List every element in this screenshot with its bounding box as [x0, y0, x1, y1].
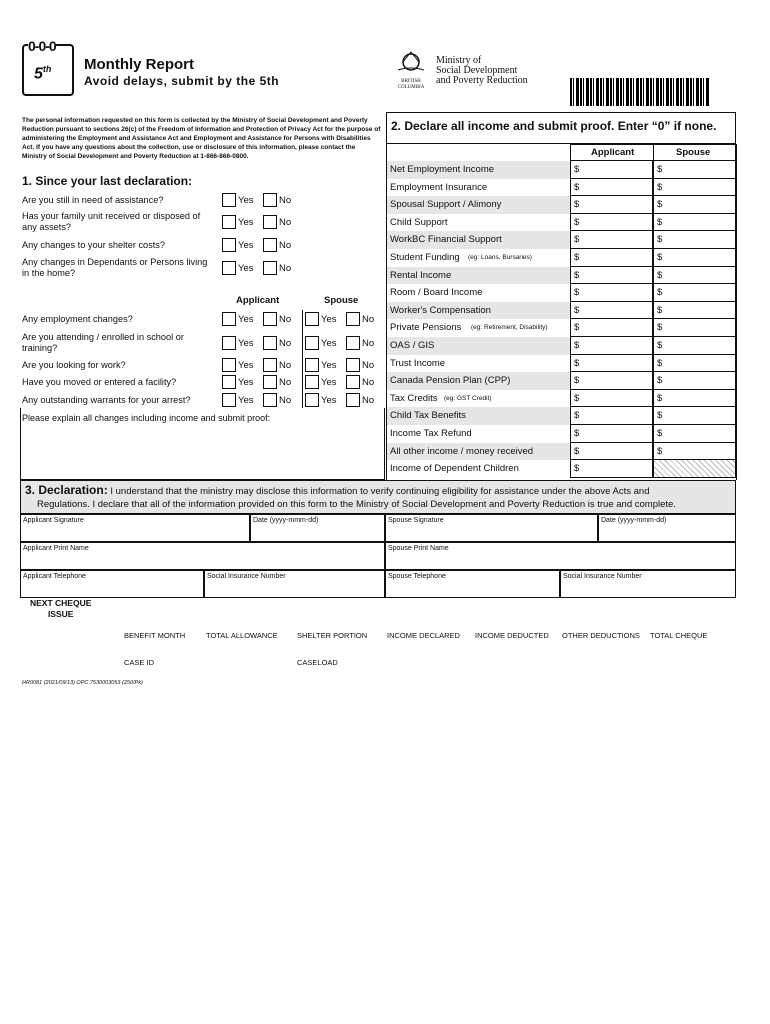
dollar-sign: $ — [574, 216, 580, 228]
income-row — [386, 443, 570, 461]
income-label: WorkBC Financial Support — [390, 234, 502, 246]
yes-label: Yes — [321, 360, 337, 371]
col-total-cheque: TOTAL CHEQUE — [650, 631, 708, 640]
income-row — [386, 161, 570, 179]
applicant-amount-field[interactable] — [570, 337, 653, 355]
income-row — [386, 196, 570, 214]
col-other-deductions: OTHER DEDUCTIONS — [562, 631, 640, 640]
income-note: (eg: Loans, Bursaries) — [468, 254, 532, 261]
applicant-header: Applicant — [591, 147, 635, 158]
applicant-telephone-field[interactable]: Applicant Telephone — [20, 570, 204, 598]
applicant-amount-field[interactable] — [570, 214, 653, 232]
declaration-text-1: I understand that the ministry may disclose this information to verify continuing eligibility for assistance under the above Acts and — [110, 486, 650, 497]
col-benefit-month: BENEFIT MONTH — [124, 631, 186, 640]
col-shelter-portion: SHELTER PORTION — [297, 631, 368, 640]
spouse-print-name-field[interactable]: Spouse Print Name — [385, 542, 736, 570]
divider — [736, 144, 737, 480]
dollar-sign: $ — [574, 181, 580, 193]
applicant-amount-field[interactable] — [570, 319, 653, 337]
spouse-date-field[interactable]: Date (yyyy-mmm-dd) — [598, 514, 736, 542]
q8-applicant-yes-checkbox[interactable] — [222, 375, 236, 389]
dollar-sign: $ — [574, 287, 580, 299]
dollar-sign: $ — [574, 392, 580, 404]
applicant-amount-field[interactable] — [570, 443, 653, 461]
q1-yes-checkbox[interactable] — [222, 193, 236, 207]
applicant-amount-field[interactable] — [570, 390, 653, 408]
spouse-amount-field[interactable] — [653, 407, 736, 425]
yes-label: Yes — [321, 338, 337, 349]
yes-label: Yes — [238, 377, 254, 388]
spouse-sin-field[interactable]: Social Insurance Number — [560, 570, 736, 598]
spouse-amount-field[interactable] — [653, 337, 736, 355]
dollar-sign: $ — [657, 428, 663, 439]
q7-applicant-yes-checkbox[interactable] — [222, 358, 236, 372]
spouse-amount-field[interactable] — [653, 319, 736, 337]
declaration-text-2: Regulations. I declare that all of the information provided on this form to the Ministry of Social Development and Poverty Reduction is true and complete. — [37, 499, 676, 510]
no-label: No — [279, 240, 292, 251]
barcode — [570, 78, 710, 106]
spouse-header: Spouse — [676, 147, 711, 158]
calendar-icon — [22, 38, 74, 96]
income-row — [386, 214, 570, 232]
yes-label: Yes — [321, 395, 337, 406]
spouse-amount-field[interactable] — [653, 425, 736, 443]
income-label: Worker's Compensation — [390, 304, 491, 316]
q9-applicant-yes-checkbox[interactable] — [222, 393, 236, 407]
spouse-amount-field[interactable] — [653, 249, 736, 267]
applicant-amount-field[interactable] — [570, 284, 653, 302]
q7-applicant-no-checkbox[interactable] — [263, 358, 277, 372]
income-row — [386, 179, 570, 197]
spouse-amount-field[interactable] — [653, 390, 736, 408]
no-label: No — [362, 314, 375, 325]
dollar-sign: $ — [657, 234, 663, 246]
income-label: Trust Income — [390, 357, 446, 369]
dollar-sign: $ — [657, 164, 663, 175]
spouse-amount-field[interactable] — [653, 443, 736, 461]
explain-label: Please explain all changes including income and submit proof: — [22, 413, 271, 423]
applicant-amount-field[interactable] — [570, 231, 653, 249]
q-looking-work: Are you looking for work? — [22, 360, 126, 370]
q-warrants: Any outstanding warrants for your arrest? — [22, 395, 191, 405]
dollar-sign: $ — [657, 357, 663, 369]
dollar-sign: $ — [574, 252, 580, 263]
applicant-amount-field[interactable] — [570, 425, 653, 443]
q9-spouse-no-checkbox[interactable] — [346, 393, 360, 407]
dollar-sign: $ — [574, 463, 580, 475]
q6-applicant-no-checkbox[interactable] — [263, 336, 277, 350]
no-label: No — [362, 338, 375, 349]
dollar-sign: $ — [574, 410, 580, 422]
income-row — [386, 302, 570, 320]
dollar-sign: $ — [574, 234, 580, 246]
no-label: No — [362, 395, 375, 406]
dollar-sign: $ — [657, 181, 663, 193]
yes-label: Yes — [238, 195, 254, 206]
yes-label: Yes — [238, 314, 254, 325]
applicant-amount-field[interactable] — [570, 161, 653, 179]
income-label: Income Tax Refund — [390, 428, 472, 439]
dollar-sign: $ — [657, 216, 663, 228]
col-income-deducted: INCOME DEDUCTED — [475, 631, 549, 640]
spouse-amount-field[interactable] — [653, 231, 736, 249]
privacy-notice: The personal information requested on this form is collected by the Ministry of Social Development and Poverty Reduction pursuant to sections 26(c) of the Freedom of Information and Protection of Privacy Act for the purpose of administering the Employment and Assistance Act and Employment and Assistance for Persons with Disabilities Act. If you have any questions about the collection, use or disclosure of this information, please contact the Ministry of Social Development and Poverty Reduction at 1-866-866-0800. — [22, 117, 381, 160]
yes-label: Yes — [321, 314, 337, 325]
q6-applicant-yes-checkbox[interactable] — [222, 336, 236, 350]
q5-applicant-no-checkbox[interactable] — [263, 312, 277, 326]
dollar-sign: $ — [657, 375, 663, 387]
q3-no-checkbox[interactable] — [263, 238, 277, 252]
q8-spouse-yes-checkbox[interactable] — [305, 375, 319, 389]
form-number: HR0081 (2021/09/13) OPC 7530003053 (250/Pk) — [22, 680, 143, 686]
income-row — [386, 284, 570, 302]
col-total-allowance: TOTAL ALLOWANCE — [206, 631, 278, 640]
spouse-signature-field[interactable]: Spouse Signature — [385, 514, 598, 542]
spouse-amount-field[interactable] — [653, 302, 736, 320]
income-label: Canada Pension Plan (CPP) — [390, 375, 511, 387]
dollar-sign: $ — [657, 252, 663, 263]
income-label: Child Support — [390, 216, 448, 228]
dollar-sign: $ — [574, 269, 580, 281]
income-row — [386, 372, 570, 390]
no-label: No — [279, 195, 292, 206]
applicant-amount-field[interactable] — [570, 355, 653, 373]
q2-no-checkbox[interactable] — [263, 215, 277, 229]
applicant-print-name-field[interactable]: Applicant Print Name — [20, 542, 385, 570]
income-row — [386, 390, 570, 408]
q7-spouse-yes-checkbox[interactable] — [305, 358, 319, 372]
applicant-amount-field[interactable] — [570, 372, 653, 390]
q-employment: Any employment changes? — [22, 314, 133, 324]
bc-logo-icon: BRITISH COLUMBIA — [392, 48, 430, 88]
q-moved: Have you moved or entered a facility? — [22, 377, 177, 387]
income-row — [386, 460, 570, 478]
no-label: No — [362, 360, 375, 371]
q5-applicant-yes-checkbox[interactable] — [222, 312, 236, 326]
applicant-amount-field[interactable] — [570, 179, 653, 197]
declaration-box — [20, 480, 736, 514]
q4-no-checkbox[interactable] — [263, 261, 277, 275]
applicant-amount-field[interactable] — [570, 196, 653, 214]
section1-title: 1. Since your last declaration: — [22, 174, 193, 188]
income-label: OAS / GIS — [390, 340, 435, 351]
caseload-label: CASELOAD — [297, 658, 338, 667]
q-dependants: Any changes in Dependants or Persons living in the home? — [22, 257, 208, 278]
dollar-sign: $ — [657, 199, 663, 211]
applicant-amount-field[interactable] — [570, 407, 653, 425]
q5-spouse-no-checkbox[interactable] — [346, 312, 360, 326]
dollar-sign: $ — [657, 410, 663, 422]
col-income-declared: INCOME DECLARED — [387, 631, 460, 640]
income-row — [386, 249, 570, 267]
spouse-amount-field[interactable] — [653, 372, 736, 390]
income-row — [386, 267, 570, 285]
next-cheque-issue: NEXT CHEQUE ISSUE — [30, 598, 92, 619]
dollar-sign: $ — [657, 304, 663, 316]
spouse-amount-field[interactable] — [653, 179, 736, 197]
q6-spouse-no-checkbox[interactable] — [346, 336, 360, 350]
q2-yes-checkbox[interactable] — [222, 215, 236, 229]
q7-spouse-no-checkbox[interactable] — [346, 358, 360, 372]
q6-spouse-yes-checkbox[interactable] — [305, 336, 319, 350]
dollar-sign: $ — [574, 304, 580, 316]
spouse-amount-disabled — [653, 460, 736, 478]
income-label: Spousal Support / Alimony — [390, 199, 502, 211]
spouse-amount-field[interactable] — [653, 214, 736, 232]
income-row — [386, 337, 570, 355]
page-title: Monthly Report — [84, 56, 194, 73]
applicant-amount-field[interactable] — [570, 267, 653, 285]
yes-label: Yes — [238, 360, 254, 371]
no-label: No — [279, 395, 292, 406]
q1-no-checkbox[interactable] — [263, 193, 277, 207]
calendar-rings: 0-0-0 — [28, 38, 56, 54]
no-label: No — [279, 314, 292, 325]
income-note: (eg: Retirement, Disability) — [471, 324, 548, 332]
divider — [302, 310, 303, 408]
no-label: No — [279, 263, 292, 274]
no-label: No — [279, 338, 292, 349]
applicant-date-field[interactable]: Date (yyyy-mmm-dd) — [250, 514, 385, 542]
income-label: Tax Credits — [390, 392, 438, 404]
spouse-amount-field[interactable] — [653, 284, 736, 302]
q8-applicant-no-checkbox[interactable] — [263, 375, 277, 389]
income-label: Private Pensions — [390, 322, 462, 334]
case-id-label: CASE ID — [124, 658, 155, 667]
applicant-amount-field[interactable] — [570, 249, 653, 267]
dollar-sign: $ — [574, 164, 580, 175]
income-label: Net Employment Income — [390, 164, 495, 175]
income-label: Rental Income — [390, 269, 452, 281]
dollar-sign: $ — [657, 322, 663, 334]
applicant-sin-field[interactable]: Social Insurance Number — [204, 570, 385, 598]
spouse-column-header: Spouse — [324, 295, 359, 306]
q4-yes-checkbox[interactable] — [222, 261, 236, 275]
income-row — [386, 319, 570, 337]
calendar-day: 5th — [34, 64, 52, 83]
q-shelter: Any changes to your shelter costs? — [22, 240, 165, 250]
spouse-amount-field[interactable] — [653, 267, 736, 285]
no-label: No — [362, 377, 375, 388]
yes-label: Yes — [238, 217, 254, 228]
spouse-amount-field[interactable] — [653, 161, 736, 179]
income-label: Child Tax Benefits — [390, 410, 466, 422]
q9-spouse-yes-checkbox[interactable] — [305, 393, 319, 407]
dollar-sign: $ — [574, 428, 580, 439]
income-label: Employment Insurance — [390, 181, 488, 193]
income-label: Student Funding — [390, 252, 460, 263]
yes-label: Yes — [238, 338, 254, 349]
income-label: Income of Dependent Children — [390, 463, 519, 475]
income-label: Room / Board Income — [390, 287, 483, 299]
spouse-amount-field[interactable] — [653, 355, 736, 373]
dollar-sign: $ — [657, 287, 663, 299]
dollar-sign: $ — [574, 375, 580, 387]
section3-title: 3. Declaration: — [25, 483, 108, 497]
no-label: No — [279, 360, 292, 371]
dollar-sign: $ — [657, 445, 663, 457]
yes-label: Yes — [238, 263, 254, 274]
income-row — [386, 425, 570, 443]
applicant-signature-field[interactable]: Applicant Signature — [20, 514, 250, 542]
q9-applicant-no-checkbox[interactable] — [263, 393, 277, 407]
page-subtitle: Avoid delays, submit by the 5th — [84, 74, 280, 88]
no-label: No — [279, 377, 292, 388]
income-row — [386, 407, 570, 425]
yes-label: Yes — [321, 377, 337, 388]
dollar-sign: $ — [657, 392, 663, 404]
income-row — [386, 355, 570, 373]
applicant-amount-field[interactable] — [570, 460, 653, 478]
no-label: No — [279, 217, 292, 228]
dollar-sign: $ — [574, 357, 580, 369]
q5-spouse-yes-checkbox[interactable] — [305, 312, 319, 326]
q-need-assistance: Are you still in need of assistance? — [22, 195, 164, 205]
spouse-telephone-field[interactable]: Spouse Telephone — [385, 570, 560, 598]
yes-label: Yes — [238, 240, 254, 251]
spouse-amount-field[interactable] — [653, 196, 736, 214]
income-note: (eg: GST Credit) — [444, 394, 492, 402]
dollar-sign: $ — [574, 199, 580, 211]
dollar-sign: $ — [574, 340, 580, 351]
dollar-sign: $ — [574, 322, 580, 334]
divider — [386, 144, 387, 480]
income-row — [386, 231, 570, 249]
section2-title: 2. Declare all income and submit proof. Enter “0” if none. — [386, 112, 736, 144]
applicant-column-header: Applicant — [236, 295, 280, 306]
yes-label: Yes — [238, 395, 254, 406]
ministry-name: Ministry of Social Development and Poverty Reduction — [436, 55, 528, 86]
income-label: All other income / money received — [390, 445, 534, 457]
q-assets: Has your family unit received or disposed of any assets? — [22, 211, 201, 232]
dollar-sign: $ — [657, 269, 663, 281]
applicant-amount-field[interactable] — [570, 302, 653, 320]
dollar-sign: $ — [574, 445, 580, 457]
income-table-header — [570, 144, 736, 161]
q-school: Are you attending / enrolled in school or training? — [22, 332, 184, 353]
q3-yes-checkbox[interactable] — [222, 238, 236, 252]
q8-spouse-no-checkbox[interactable] — [346, 375, 360, 389]
dollar-sign: $ — [657, 340, 663, 351]
